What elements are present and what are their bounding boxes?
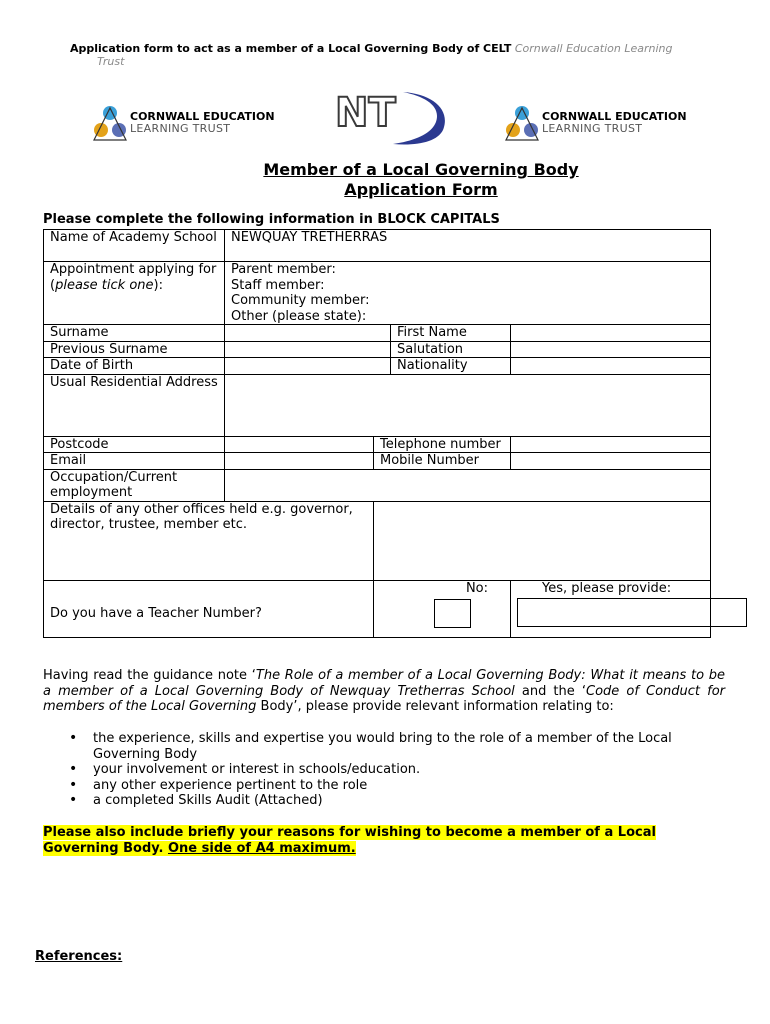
celt-logo-left (90, 104, 275, 148)
occupation-label: Occupation/Current employment (44, 469, 225, 501)
option-other[interactable]: Other (please state): (231, 308, 367, 324)
nationality-field[interactable] (511, 358, 711, 375)
option-staff[interactable]: Staff member: (231, 277, 325, 293)
first-name-label: First Name (391, 325, 511, 342)
academy-value[interactable]: NEWQUAY TRETHERRAS (225, 230, 711, 262)
nt-swoosh-icon (333, 86, 453, 148)
appointment-label: Appointment applying for (please tick one): (44, 262, 225, 325)
celt-emblem-icon (502, 104, 542, 144)
option-parent[interactable]: Parent member: (231, 262, 336, 277)
references-heading: References: (35, 949, 123, 964)
surname-field[interactable] (225, 325, 391, 342)
teacher-no-checkbox[interactable] (434, 599, 471, 628)
celt-logo-line1: CORNWALL EDUCATION (130, 110, 275, 123)
teacher-no-cell (374, 580, 511, 637)
document-header (70, 42, 720, 68)
nt-logo-text: NT (335, 90, 396, 136)
previous-surname-field[interactable] (225, 341, 391, 358)
postcode-label: Postcode (44, 436, 225, 453)
telephone-label: Telephone number (374, 436, 511, 453)
header-org-trust: Trust (97, 55, 125, 68)
telephone-field[interactable] (511, 436, 711, 453)
header-org-name: Cornwall Education Learning (514, 42, 673, 55)
address-field[interactable] (225, 374, 711, 436)
teacher-number-label: Do you have a Teacher Number? (44, 580, 374, 637)
celt-emblem-icon (90, 104, 130, 144)
celt-logo-right (502, 104, 687, 148)
guidance-paragraph: Having read the guidance note ‘The Role of a member of a Local Governing Body: What it means to be a member of a Local Governing Body of Newquay Tretherras School and the ‘Code of Conduct for members of the Local Governing Body’, please provide relevant information relating to: (43, 668, 726, 715)
highlighted-note: Please also include briefly your reasons for wishing to become a member of a Local Governing Body. One side of A4 maximum. (43, 825, 656, 856)
celt-logo-line2: LEARNING TRUST (130, 122, 231, 135)
address-label: Usual Residential Address (44, 374, 225, 436)
teacher-no-label: No: (465, 580, 488, 596)
appointment-options[interactable] (225, 262, 711, 325)
celt-logo-line1: CORNWALL EDUCATION (542, 110, 687, 123)
teacher-yes-label: Yes, please provide: (542, 580, 672, 596)
application-form-table (43, 229, 711, 638)
header-bold-text: Application form to act as a member of a Local Governing Body of CELT (70, 42, 512, 55)
occupation-field[interactable] (225, 469, 711, 501)
email-field[interactable] (225, 453, 374, 470)
form-instruction: Please complete the following information in BLOCK CAPITALS (43, 212, 500, 227)
nationality-label: Nationality (391, 358, 511, 375)
dob-field[interactable] (225, 358, 391, 375)
celt-logo-line2: LEARNING TRUST (542, 122, 643, 135)
email-label: Email (44, 453, 225, 470)
postcode-field[interactable] (225, 436, 374, 453)
dob-label: Date of Birth (44, 358, 225, 375)
surname-label: Surname (44, 325, 225, 342)
salutation-label: Salutation (391, 341, 511, 358)
academy-label: Name of Academy School (44, 230, 225, 262)
list-item: • your involvement or interest in schools/education. (43, 762, 725, 778)
previous-surname-label: Previous Surname (44, 341, 225, 358)
offices-label: Details of any other offices held e.g. governor, director, trustee, member etc. (44, 501, 374, 580)
guidance-list (43, 731, 725, 809)
list-item: • any other experience pertinent to the role (43, 778, 725, 794)
mobile-field[interactable] (511, 453, 711, 470)
salutation-field[interactable] (511, 341, 711, 358)
list-item: • a completed Skills Audit (Attached) (43, 793, 725, 809)
offices-field[interactable] (374, 501, 711, 580)
nt-logo (333, 86, 453, 152)
option-community[interactable]: Community member: (231, 293, 370, 308)
list-item: • the experience, skills and expertise you would bring to the role of a member of the Local Governing Body (43, 731, 725, 762)
mobile-label: Mobile Number (374, 453, 511, 470)
page-subtitle: Application Form (344, 180, 498, 199)
teacher-yes-cell (511, 580, 711, 637)
teacher-number-input[interactable] (517, 598, 747, 627)
page-title: Member of a Local Governing Body (263, 160, 579, 179)
first-name-field[interactable] (511, 325, 711, 342)
